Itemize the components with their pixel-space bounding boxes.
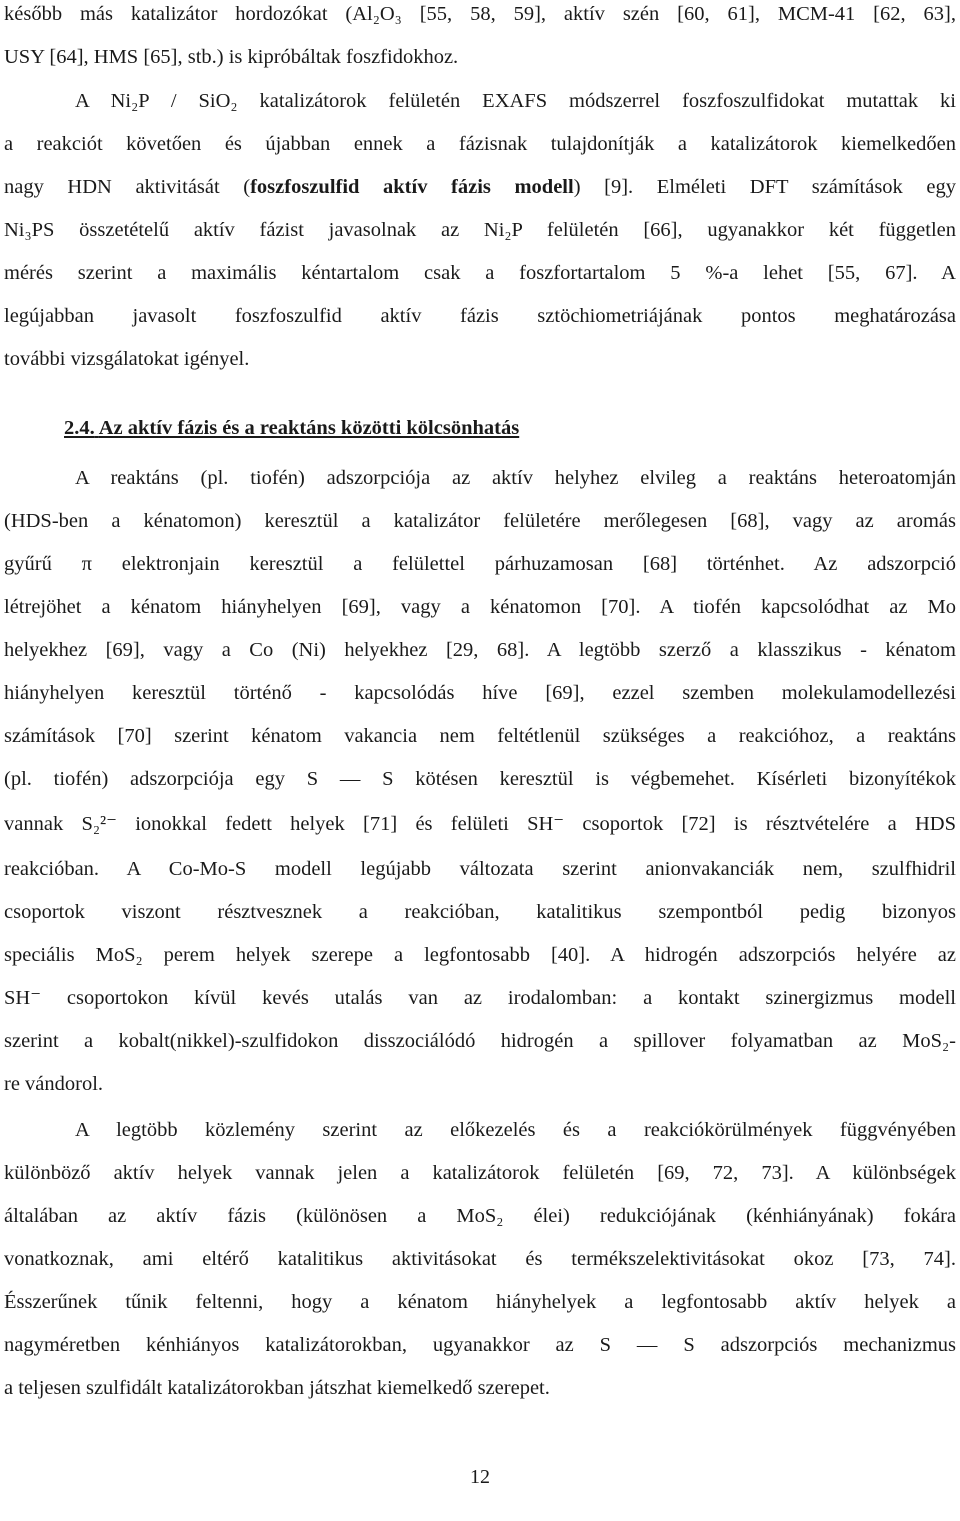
text-line: USY [64], HMS [65], stb.) is kipróbáltak foszfidokhoz. — [4, 46, 459, 68]
text-line: (pl. tiofén) adszorpciója egy S — S kötésen keresztül is végbemehet. Kísérleti bizonyítékok — [4, 768, 956, 790]
text-line: A reaktáns (pl. tiofén) adszorpciója az aktív helyhez elvileg a reaktáns heteroatomján — [75, 467, 956, 489]
text-line: SH⁻ csoportokon kívül kevés utalás van az irodalomban: a kontakt szinergizmus modell — [4, 987, 956, 1009]
page-number: 12 — [470, 1466, 490, 1488]
text-span: ) [9]. Elméleti DFT számítások egy — [573, 176, 956, 198]
text-line: gyűrű π elektronjain keresztül a felülettel párhuzamosan [68] történhet. Az adszorpció — [4, 553, 956, 575]
text-line: (HDS-ben a kénatomon) keresztül a katalizátor felületére merőlegesen [68], vagy az aromás — [4, 510, 956, 532]
text-line: reakcióban. A Co-Mo-S modell legújabb változata szerint anionvakanciák nem, szulfhidril — [4, 858, 956, 880]
text-line: vonatkoznak, ami eltérő katalitikus aktivitásokat és termékszelektivitásokat okoz [73, 74]. — [4, 1248, 956, 1270]
text-line: re vándorol. — [4, 1073, 104, 1095]
text-line: speciális MoS₂ perem helyek szerepe a legfontosabb [40]. A hidrogén adszorpciós helyére az — [4, 944, 956, 966]
section-heading — [64, 416, 764, 440]
text-line: nagyméretben kénhiányos katalizátorokban, ugyanakkor az S — S adszorpciós mechanizmus — [4, 1334, 956, 1356]
text-line: számítások [70] szerint kénatom vakancia nem feltétlenül szükséges a reakcióhoz, a reaktáns — [4, 725, 956, 747]
text-line: különböző aktív helyek vannak jelen a katalizátorok felületén [69, 72, 73]. A különbségek — [4, 1162, 956, 1184]
text-line: vannak S₂²⁻ ionokkal fedett helyek [71] és felületi SH⁻ csoportok [72] is résztvételére a HDS — [4, 813, 956, 835]
bold-term: foszfoszulfid aktív fázis modell — [250, 176, 574, 198]
text-line: mérés szerint a maximális kéntartalom csak a foszfortartalom 5 %-a lehet [55, 67]. A — [4, 262, 956, 284]
text-line: Ni₃PS összetételű aktív fázist javasolnak az Ni₂P felületén [66], ugyanakkor két független — [4, 219, 956, 241]
text-line: A Ni₂P / SiO₂ katalizátorok felületén EXAFS módszerrel foszfoszulfidokat mutattak ki — [75, 90, 956, 112]
text-line: általában az aktív fázis (különösen a MoS₂ élei) redukciójának (kénhiányának) fokára — [4, 1205, 956, 1227]
text-line: Ésszerűnek tűnik feltenni, hogy a kénatom hiányhelyek a legfontosabb aktív helyek a — [4, 1291, 956, 1313]
section-number: 2.4. — [64, 417, 95, 439]
section-title: Az aktív fázis és a reaktáns közötti kölcsönhatás — [98, 417, 520, 439]
text-line: hiányhelyen keresztül történő - kapcsolódás híve [69], ezzel szemben molekulamodellezési — [4, 682, 956, 704]
text-line: további vizsgálatokat igényel. — [4, 348, 250, 370]
text-span: nagy HDN aktivitását ( — [4, 176, 251, 198]
text-line: helyekhez [69], vagy a Co (Ni) helyekhez [29, 68]. A legtöbb szerző a klasszikus - kénatom — [4, 639, 956, 661]
text-line: a teljesen szulfidált katalizátorokban játszhat kiemelkedő szerepet. — [4, 1377, 550, 1399]
text-line: csoportok viszont résztvesznek a reakcióban, katalitikus szempontból pedig bizonyos — [4, 901, 956, 923]
text-line: szerint a kobalt(nikkel)-szulfidokon disszociálódó hidrogén a spillover folyamatban az MoS₂- — [4, 1030, 956, 1052]
text-line: legújabban javasolt foszfoszulfid aktív fázis sztöchiometriájának pontos meghatározása — [4, 305, 956, 327]
text-line: később más katalizátor hordozókat (Al₂O₃ [55, 58, 59], aktív szén [60, 61], MCM-41 [62, 63], — [4, 3, 956, 25]
text-line: A legtöbb közlemény szerint az előkezelés és a reakciókörülmények függvényében — [75, 1119, 956, 1141]
text-line: létrejöhet a kénatom hiányhelyen [69], vagy a kénatomon [70]. A tiofén kapcsolódhat az Mo — [4, 596, 956, 618]
text-line: a reakciót követően és újabban ennek a fázisnak tulajdonítják a katalizátorok kiemelkedően — [4, 133, 956, 155]
text-line-mixed — [4, 175, 956, 199]
